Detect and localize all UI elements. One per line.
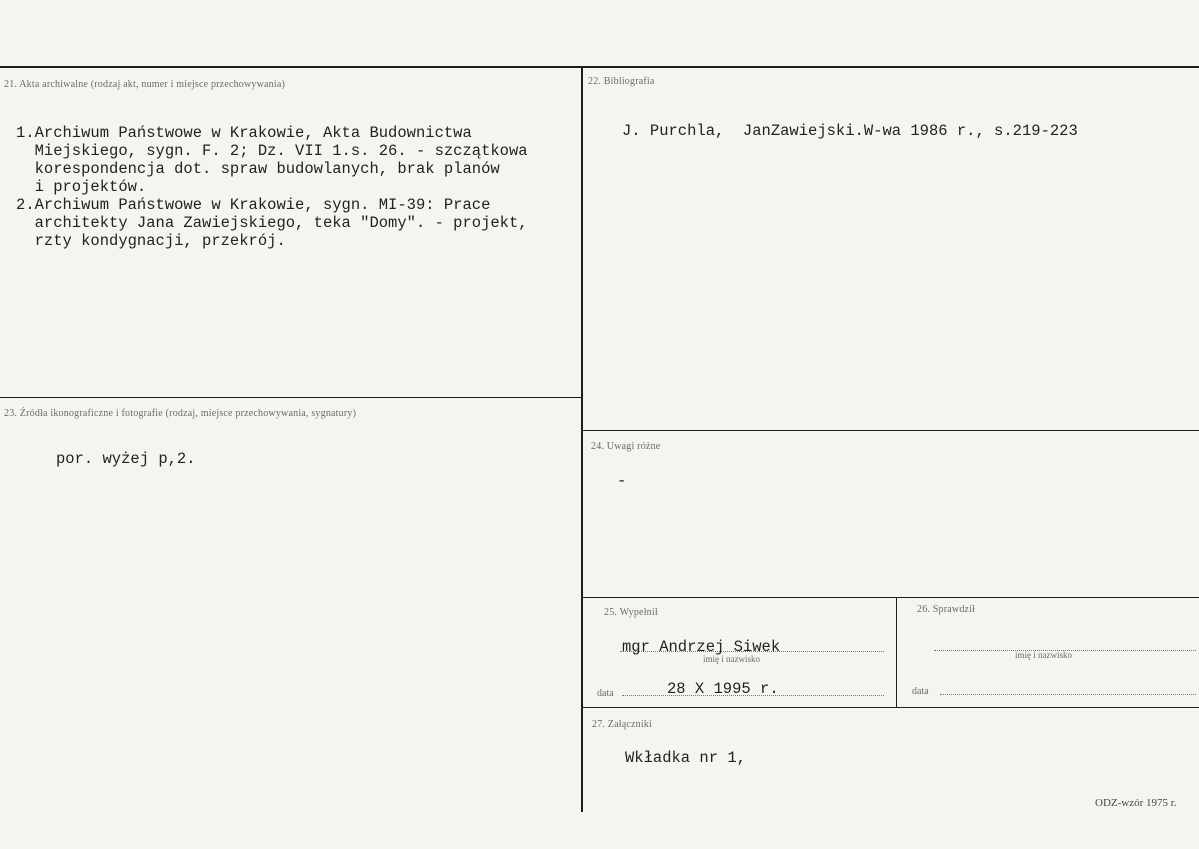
right-mid-rule (582, 430, 1199, 431)
archival-line-7: rzty kondygnacji, przekrój. (16, 232, 286, 250)
filled-by-date-line (622, 695, 884, 696)
section-24-label: 24. Uwagi różne (591, 441, 661, 452)
section-22-label: 22. Bibliografia (588, 76, 655, 87)
filled-by-name-caption: imię i nazwisko (703, 654, 760, 664)
section-27-label: 27. Załączniki (592, 719, 652, 730)
section-23-label: 23. Źródła ikonograficzne i fotografie (rodzaj, miejsce przechowywania, sygnatury) (4, 408, 357, 419)
checked-by-name-caption: imię i nazwisko (1015, 650, 1072, 660)
filled-by-date: 28 X 1995 r. (667, 680, 779, 698)
archival-line-3: korespondencja dot. spraw budowlanych, brak planów (16, 160, 500, 178)
signature-divider (896, 597, 897, 707)
attachments-text: Wkładka nr 1, (625, 749, 746, 767)
top-rule (0, 66, 1199, 68)
archival-line-4: i projektów. (16, 178, 147, 196)
bibliography-text: J. Purchla, JanZawiejski.W-wa 1986 r., s.219-223 (622, 122, 1078, 140)
iconographic-sources-text: por. wyżej p,2. (56, 450, 196, 468)
center-divider (581, 67, 583, 812)
archival-line-1: 1.Archiwum Państwowe w Krakowie, Akta Budownictwa (16, 124, 472, 142)
left-mid-rule (0, 397, 581, 398)
section-21-label: 21. Akta archiwalne (rodzaj akt, numer i miejsce przechowywania) (4, 79, 286, 90)
section-25-label: 25. Wypełnił (604, 607, 658, 618)
filled-by-name: mgr Andrzej Siwek (622, 638, 781, 656)
checked-by-date-line (940, 694, 1196, 695)
archival-records-text (16, 124, 528, 250)
filled-by-name-line (620, 651, 884, 652)
signature-top-rule (582, 597, 1199, 598)
signature-bottom-rule (582, 707, 1199, 708)
remarks-text: - (617, 472, 627, 490)
filled-by-date-label: data (597, 688, 614, 699)
archival-line-2: Miejskiego, sygn. F. 2; Dz. VII 1.s. 26. - szczątkowa (16, 142, 528, 160)
form-template-code: ODZ-wzór 1975 r. (1095, 797, 1177, 809)
archival-line-5: 2.Archiwum Państwowe w Krakowie, sygn. MI-39: Prace (16, 196, 491, 214)
archival-line-6: architekty Jana Zawiejskiego, teka "Domy". - projekt, (16, 214, 528, 232)
checked-by-date-label: data (912, 686, 929, 697)
section-26-label: 26. Sprawdził (917, 604, 976, 615)
